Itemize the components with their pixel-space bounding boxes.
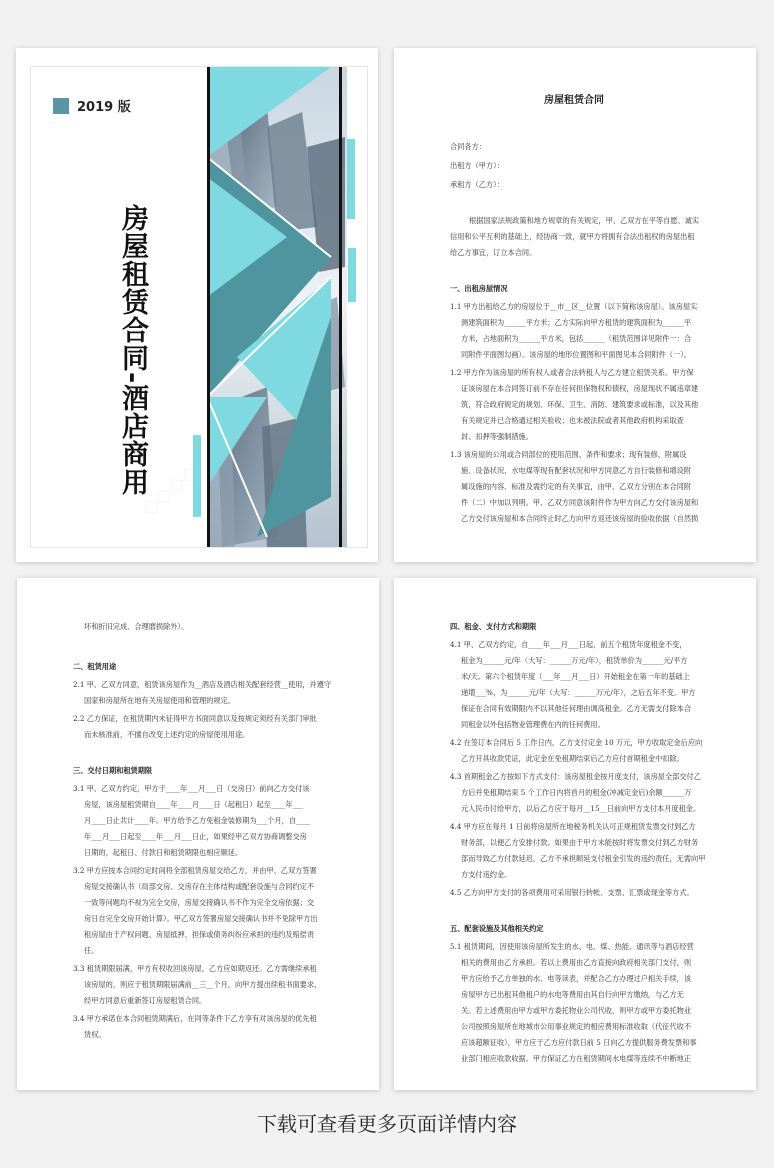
text-line: 属设施的内容、标准及需约定的有关事宜，由甲、乙双方分别在本合同附: [461, 482, 692, 491]
text-line: 关。若上述费用由甲方或甲方委托物业公司代收，则甲方或甲方委托物业: [461, 1006, 692, 1015]
text-line: 相关的费用由乙方承担。若以上费用由乙方直接向政府相关部门支付，则: [461, 958, 692, 967]
text-line: 租房屋由于产权问题、房屋抵押、担保或债务纠纷应承担的违约及赔偿责: [84, 930, 315, 939]
text-line: 4.1 甲、乙双方约定，自____年___月___日起，前五个租赁年度租金不变，: [450, 640, 687, 649]
text-line: 业部门相应收款收据。甲方保证乙方在租赁期间水电煤等连续不中断地正: [461, 1054, 692, 1063]
cover-frame: [30, 66, 368, 548]
text-line: 保证在合同有效期限内不以其他任何理由调高租金。乙方无需支付除本合: [461, 704, 692, 713]
text-line: 根据国家法规政策和地方规章的有关规定，甲、乙双方在平等自愿、诚实: [469, 216, 700, 225]
cover-title: 房屋租赁合同-酒店商用: [117, 204, 148, 497]
text-line: 4.5 乙方向甲方支付的各项费用可采用银行转帐、支票、汇票或现金等方式。: [450, 888, 694, 897]
text-line: 国家和房屋所在地有关房屋使用和管理的规定。: [84, 696, 235, 705]
side-accent-bar: [348, 248, 356, 302]
text-line: 房日自完全交房开始计算）。甲乙双方签署房屋交接确认书并不免除甲方出: [84, 914, 318, 923]
text-line: 测建筑面积为______平方米；乙方实际向甲方租赁的建筑面积为______平: [461, 318, 692, 327]
section-heading: 四、租金、支付方式和期限: [450, 622, 537, 631]
text-line: 筑，符合政府规定的规划、环保、卫生、消防、建筑要求或标准，以及其他: [461, 400, 699, 409]
text-line: 出租方（甲方）：: [450, 161, 504, 170]
text-line: 封、扣押等强制措施。: [461, 432, 533, 441]
cover-accent-bar: [193, 435, 201, 517]
text-line: 3.1 甲、乙双方约定，甲方于____年___月___日（交房日）前向乙方交付该: [73, 784, 310, 793]
text-line: 任。: [84, 946, 99, 955]
text-line: 方米，占地面积为______平方米，包括______（租赁范围详见附件一：合: [461, 334, 692, 343]
text-line: 递增___%，为______元/年（大写：______万元/年），之后五年不变。甲方: [461, 688, 696, 697]
text-line: 租金为______元/年（大写：______万元/年），租赁单价为______元/平方: [461, 656, 688, 665]
text-line: 米/天。第六个租赁年度（___年___月___日）开始租金在第一年的基础上: [461, 672, 690, 681]
text-line: 1.1 甲方出租给乙方的房屋位于__市__区__位置（以下简称该房屋）。该房屋实: [450, 302, 698, 311]
text-line: 部而导致乙方付款延迟，乙方不承担顺延支付租金引发的违约责任，无需向甲: [461, 854, 706, 863]
contract-title: 房屋租赁合同: [544, 95, 604, 106]
download-hint: 下载可查看更多页面详情内容: [257, 1112, 517, 1136]
text-line: 3.3 租赁期限届满，甲方有权收回该房屋，乙方应如期返还。乙方需继续承租: [73, 964, 317, 973]
text-line: 月____日止共计____年。甲方给予乙方免租金装修期为___个月，自____: [84, 816, 311, 825]
text-line: 乙方开具收款凭证，此定金在免租期结束后乙方应付首期租金中扣除。: [461, 754, 684, 763]
text-line: 年___月___日起至____年___月___日止，如果经甲乙双方协商调整交房: [84, 832, 307, 841]
section-heading: 五、配套设施及其他相关约定: [450, 924, 544, 933]
text-line: 日期的，起租日、付款日和租赁期限也相应顺延。: [84, 848, 243, 857]
text-line: 赁权。: [84, 1030, 106, 1039]
text-line: 4.2 在签订本合同后 5 工作日内，乙方支付定金 10 万元，甲方收取定金后应向: [450, 738, 703, 747]
cover-accent-bar: [347, 139, 355, 219]
text-line: 有关规定并已合格通过相关验收；也未被法院或者其他政府机构采取查: [461, 416, 684, 425]
text-line: 方后并免租期结束 5 个工作日内将首月的租金(冲减定金后)余额______万: [461, 788, 692, 797]
text-line: 方支付违约金。: [461, 870, 512, 879]
section-heading: 一、出租房屋情况: [450, 284, 508, 293]
text-line: 一致等问题均不视为完全交房，房屋交接确认书不作为完全交房依据；交: [84, 898, 315, 907]
text-line: 承租方（乙方）：: [450, 180, 504, 189]
section-heading: 三、交付日期和租赁期限: [73, 766, 153, 775]
text-line: 施、设备状况，水电煤等现有配套状况和甲方同意乙方自行装修和增设附: [461, 466, 692, 475]
text-line: 证该房屋在本合同签订前不存在任何担保物权和债权，房屋现状不属违章建: [461, 384, 699, 393]
text-line: 信用和公平互利的基础上，经协商一致，就甲方将拥有合法出租权的房屋出租: [450, 232, 695, 241]
text-line: 房屋甲方已出租其他租户的水电等费用由其自行向甲方缴纳，与乙方无: [461, 990, 684, 999]
text-line: 同附件平面图勾画）。该房屋的地形位置图和平面图见本合同附件（一）。: [461, 350, 691, 359]
text-line: 乙方交付该房屋和本合同终止时乙方向甲方返还该房屋的验收依据（自然损: [461, 514, 699, 523]
text-line: 2.1 甲、乙双方同意，租赁该房屋作为__酒店及酒店相关配套经营__使用，并遵守: [73, 680, 332, 689]
text-line: 元人民币付给甲方，以后乙方应于每月__15__日前向甲方支付本月度租金。: [461, 804, 701, 813]
text-line: 给乙方事宜，订立本合同。: [450, 248, 537, 257]
edition-marker: [53, 98, 69, 114]
text-line: 坏和折旧完成、合理磨损除外）。: [84, 622, 189, 631]
text-line: 1.3 该房屋的公用或合同部位的使用范围、条件和要求；现有装修、附属设: [450, 450, 687, 459]
text-line: 合同各方：: [450, 142, 486, 151]
text-line: 2.2 乙方保证，在租赁期内未征得甲方书面同意以及按规定须经有关部门审批: [73, 714, 317, 723]
text-line: 应该超额征收），甲方应于乙方应付款日前 5 日向乙方提供服务费发票和事: [461, 1038, 697, 1047]
text-line: 同租金以外包括物业管理费在内的任何费用。: [461, 720, 605, 729]
text-line: 该房屋的，则应于租赁期限届满前__三__个月，向甲方提出续租书面要求，: [84, 980, 322, 989]
text-line: 1.2 甲方作为该房屋的所有权人或者合法转租人与乙方建立租赁关系。甲方保: [450, 368, 694, 377]
skyline-artwork: [207, 67, 347, 547]
text-line: 4.4 甲方应在每月 1 日前将房屋所在地税务机关认可正规租赁发票交付到乙方: [450, 822, 696, 831]
text-line: 公司按照房屋所在地城市公用事业规定的相应费用标准收取（代征代收不: [461, 1022, 692, 1031]
text-line: 3.2 甲方应按本合同约定时间将全部租赁房屋交给乙方，并由甲、乙双方签署: [73, 866, 317, 875]
section-heading: 二、租赁用途: [73, 662, 117, 671]
text-line: 甲方应给予乙方单独的水、电等读表，并配合乙方办理过户相关手续，该: [461, 974, 692, 983]
text-line: 而未核准前，不擅自改变上述约定的房屋使用用途。: [84, 730, 250, 739]
text-line: 房屋，该房屋租赁期自____年____月____日（起租日）起至____年___: [84, 800, 304, 809]
text-line: 3.4 甲方承诺在本合同租赁期满后，在同等条件下乙方享有对该房屋的优先租: [73, 1014, 317, 1023]
cover-divider-right: [339, 67, 342, 547]
edition-label: 2019 版: [77, 100, 131, 115]
text-line: 房屋交接确认书（局部交房、交房存在主体结构或配套设施与合同约定不: [84, 882, 315, 891]
text-line: 件（二）中加以列明。甲、乙双方同意该附件作为甲方向乙方交付该房屋和: [461, 498, 699, 507]
text-line: 财务部，以便乙方安排付款。如果由于甲方未能按时将发票交付到乙方财务: [461, 838, 699, 847]
text-line: 4.3 首期租金乙方按如下方式支付：该房屋租金按月度支付，该房屋全部交付乙: [450, 772, 701, 781]
cover-page: [16, 48, 378, 562]
text-line: 经甲方同意后重新签订房屋租赁合同。: [84, 996, 207, 1005]
text-line: 5.1 租赁期间，因使用该房屋所发生的水、电、煤、热能、通讯等与酒店经营: [450, 942, 694, 951]
cover-divider-left: [207, 67, 210, 547]
